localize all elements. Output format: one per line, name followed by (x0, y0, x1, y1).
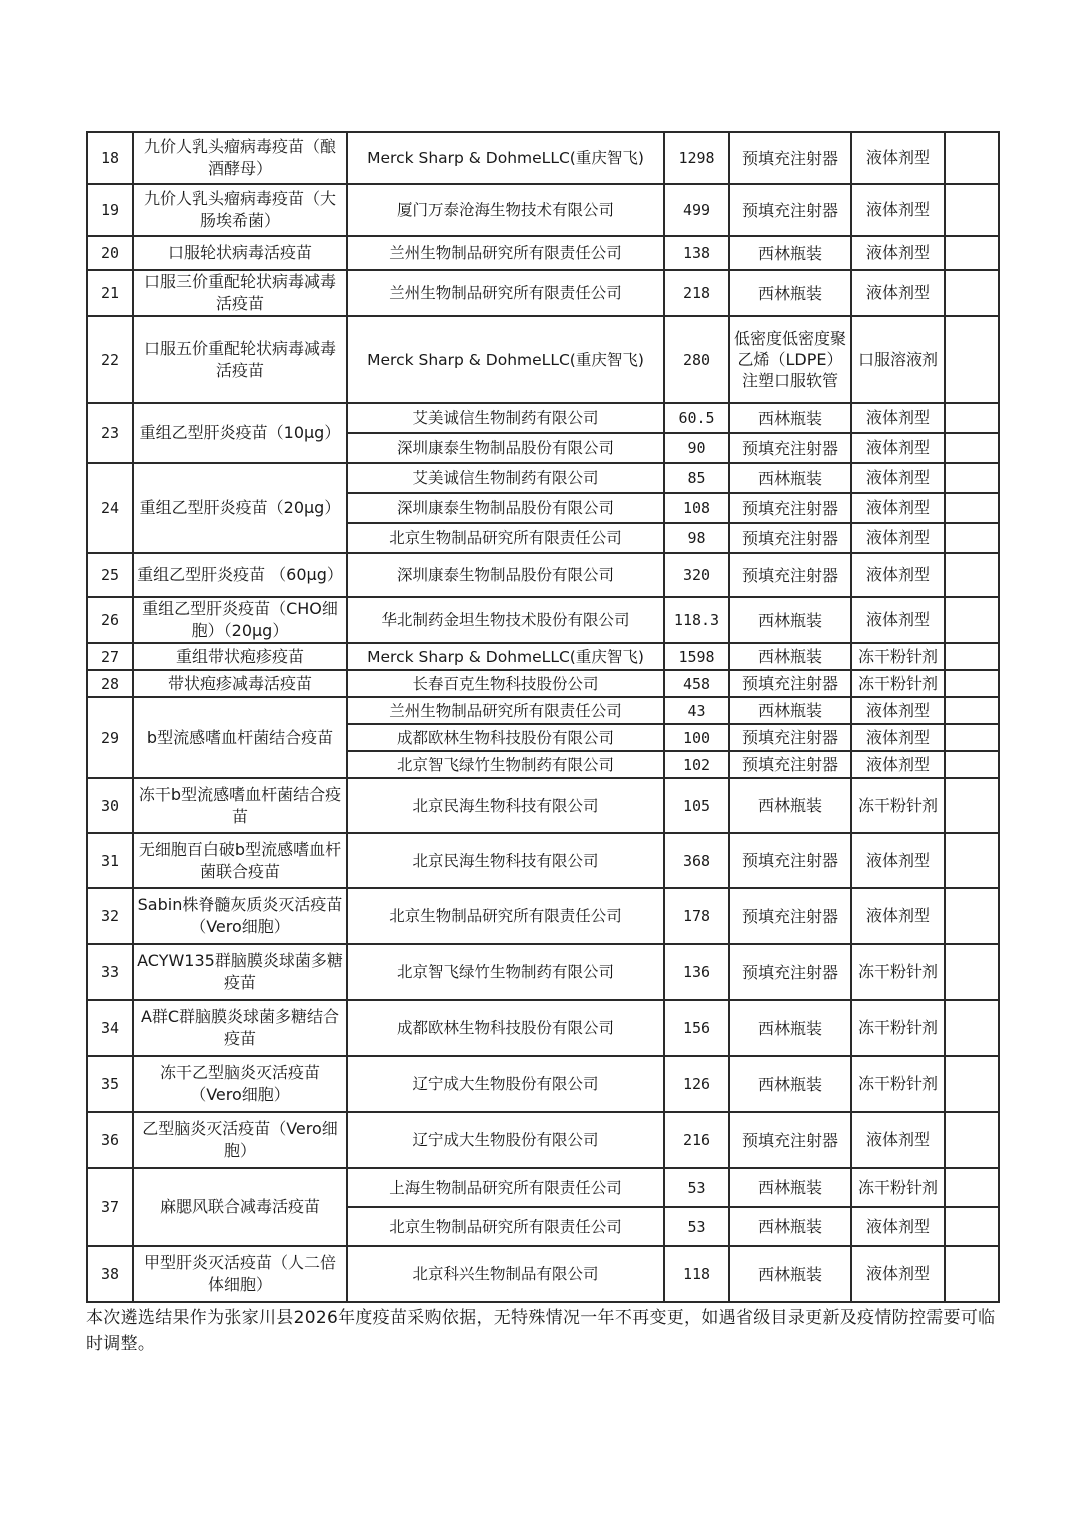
cell-note (945, 888, 999, 944)
table-row (87, 697, 999, 724)
cell-form: 液体剂型 (851, 236, 945, 270)
table-row (87, 1112, 999, 1168)
table-row (87, 270, 999, 316)
cell-company: Merck Sharp & DohmeLLC(重庆智飞) (347, 316, 664, 403)
cell-company: 华北制药金坦生物技术股份有限公司 (347, 597, 664, 643)
cell-company: Merck Sharp & DohmeLLC(重庆智飞) (347, 132, 664, 184)
cell-pack: 预填充注射器 (729, 132, 851, 184)
cell-name: 重组乙型肝炎疫苗（10μg） (133, 403, 347, 463)
cell-company: 成都欧林生物科技股份有限公司 (347, 1000, 664, 1056)
cell-no: 31 (87, 833, 133, 888)
cell-form: 冻干粉针剂 (851, 1168, 945, 1207)
cell-note (945, 1207, 999, 1246)
cell-no: 22 (87, 316, 133, 403)
cell-form: 液体剂型 (851, 463, 945, 493)
cell-price: 98 (664, 523, 729, 553)
cell-name: 重组乙型肝炎疫苗 （60μg） (133, 553, 347, 597)
cell-company: 兰州生物制品研究所有限责任公司 (347, 697, 664, 724)
cell-name: 带状疱疹减毒活疫苗 (133, 670, 347, 697)
cell-note (945, 132, 999, 184)
table-row (87, 1246, 999, 1302)
cell-form: 液体剂型 (851, 523, 945, 553)
cell-note (945, 1000, 999, 1056)
cell-price: 216 (664, 1112, 729, 1168)
cell-note (945, 463, 999, 493)
cell-name: 口服轮状病毒活疫苗 (133, 236, 347, 270)
cell-no: 27 (87, 643, 133, 670)
cell-price: 53 (664, 1207, 729, 1246)
cell-pack: 西林瓶装 (729, 778, 851, 833)
cell-pack: 预填充注射器 (729, 833, 851, 888)
cell-no: 34 (87, 1000, 133, 1056)
cell-price: 499 (664, 184, 729, 236)
cell-note (945, 643, 999, 670)
cell-company: 艾美诚信生物制药有限公司 (347, 463, 664, 493)
cell-company: 北京智飞绿竹生物制药有限公司 (347, 751, 664, 778)
cell-price: 102 (664, 751, 729, 778)
cell-form: 液体剂型 (851, 597, 945, 643)
cell-pack: 预填充注射器 (729, 1112, 851, 1168)
cell-name: Sabin株脊髓灰质炎灭活疫苗（Vero细胞） (133, 888, 347, 944)
cell-price: 118 (664, 1246, 729, 1302)
cell-no: 37 (87, 1168, 133, 1246)
cell-no: 38 (87, 1246, 133, 1302)
cell-pack: 预填充注射器 (729, 724, 851, 751)
cell-company: 北京生物制品研究所有限责任公司 (347, 888, 664, 944)
cell-name: 冻干b型流感嗜血杆菌结合疫苗 (133, 778, 347, 833)
cell-no: 21 (87, 270, 133, 316)
cell-no: 36 (87, 1112, 133, 1168)
cell-price: 458 (664, 670, 729, 697)
cell-form: 冻干粉针剂 (851, 778, 945, 833)
cell-pack: 西林瓶装 (729, 403, 851, 433)
cell-name: 口服三价重配轮状病毒减毒活疫苗 (133, 270, 347, 316)
cell-pack: 西林瓶装 (729, 1000, 851, 1056)
cell-pack: 西林瓶装 (729, 1207, 851, 1246)
cell-note (945, 724, 999, 751)
cell-price: 60.5 (664, 403, 729, 433)
cell-pack: 低密度低密度聚乙烯（LDPE）注塑口服软管 (729, 316, 851, 403)
cell-company: 深圳康泰生物制品股份有限公司 (347, 433, 664, 463)
cell-pack: 西林瓶装 (729, 1168, 851, 1207)
cell-form: 液体剂型 (851, 433, 945, 463)
cell-price: 136 (664, 944, 729, 1000)
cell-note (945, 523, 999, 553)
cell-note (945, 236, 999, 270)
cell-no: 19 (87, 184, 133, 236)
cell-company: 北京民海生物科技有限公司 (347, 833, 664, 888)
cell-form: 液体剂型 (851, 553, 945, 597)
cell-name: 麻腮风联合减毒活疫苗 (133, 1168, 347, 1246)
cell-no: 29 (87, 697, 133, 778)
cell-company: 成都欧林生物科技股份有限公司 (347, 724, 664, 751)
cell-company: 北京科兴生物制品有限公司 (347, 1246, 664, 1302)
cell-form: 冻干粉针剂 (851, 1056, 945, 1112)
cell-pack: 预填充注射器 (729, 493, 851, 523)
cell-pack: 预填充注射器 (729, 888, 851, 944)
cell-company: 辽宁成大生物股份有限公司 (347, 1112, 664, 1168)
cell-price: 100 (664, 724, 729, 751)
cell-name: 重组乙型肝炎疫苗（CHO细胞）（20μg） (133, 597, 347, 643)
cell-note (945, 493, 999, 523)
cell-price: 53 (664, 1168, 729, 1207)
cell-no: 24 (87, 463, 133, 553)
cell-name: 无细胞百白破b型流感嗜血杆菌联合疫苗 (133, 833, 347, 888)
cell-note (945, 553, 999, 597)
cell-no: 20 (87, 236, 133, 270)
cell-no: 28 (87, 670, 133, 697)
table-row (87, 888, 999, 944)
cell-company: 深圳康泰生物制品股份有限公司 (347, 553, 664, 597)
cell-no: 25 (87, 553, 133, 597)
cell-price: 320 (664, 553, 729, 597)
table-row (87, 316, 999, 403)
cell-note (945, 833, 999, 888)
footnote: 本次遴选结果作为张家川县2026年度疫苗采购依据，无特殊情况一年不再变更，如遇省级目录更新及疫情防控需要可临时调整。 (86, 1308, 996, 1354)
cell-name: 甲型肝炎灭活疫苗（人二倍体细胞） (133, 1246, 347, 1302)
cell-pack: 预填充注射器 (729, 670, 851, 697)
cell-note (945, 1168, 999, 1207)
cell-form: 液体剂型 (851, 1207, 945, 1246)
cell-pack: 西林瓶装 (729, 643, 851, 670)
table-row (87, 833, 999, 888)
cell-company: 深圳康泰生物制品股份有限公司 (347, 493, 664, 523)
cell-form: 液体剂型 (851, 1246, 945, 1302)
table-row (87, 1056, 999, 1112)
cell-price: 368 (664, 833, 729, 888)
cell-form: 冻干粉针剂 (851, 670, 945, 697)
cell-no: 33 (87, 944, 133, 1000)
cell-form: 冻干粉针剂 (851, 643, 945, 670)
cell-form: 液体剂型 (851, 403, 945, 433)
cell-price: 280 (664, 316, 729, 403)
cell-company: 上海生物制品研究所有限责任公司 (347, 1168, 664, 1207)
cell-company: 长春百克生物科技股份公司 (347, 670, 664, 697)
cell-form: 液体剂型 (851, 888, 945, 944)
cell-company: 辽宁成大生物股份有限公司 (347, 1056, 664, 1112)
table-row (87, 643, 999, 670)
cell-name: 重组带状疱疹疫苗 (133, 643, 347, 670)
cell-form: 液体剂型 (851, 493, 945, 523)
cell-pack: 西林瓶装 (729, 1056, 851, 1112)
cell-price: 178 (664, 888, 729, 944)
cell-note (945, 1112, 999, 1168)
cell-note (945, 944, 999, 1000)
cell-price: 156 (664, 1000, 729, 1056)
table-row (87, 553, 999, 597)
cell-company: 兰州生物制品研究所有限责任公司 (347, 270, 664, 316)
cell-company: 艾美诚信生物制药有限公司 (347, 403, 664, 433)
cell-price: 43 (664, 697, 729, 724)
cell-no: 32 (87, 888, 133, 944)
cell-pack: 西林瓶装 (729, 597, 851, 643)
cell-form: 口服溶液剂 (851, 316, 945, 403)
cell-pack: 预填充注射器 (729, 944, 851, 1000)
cell-pack: 西林瓶装 (729, 463, 851, 493)
cell-company: 北京生物制品研究所有限责任公司 (347, 523, 664, 553)
cell-price: 218 (664, 270, 729, 316)
table-row (87, 944, 999, 1000)
table-row (87, 403, 999, 433)
cell-price: 1298 (664, 132, 729, 184)
cell-pack: 预填充注射器 (729, 553, 851, 597)
table-row (87, 463, 999, 493)
table-row (87, 597, 999, 643)
cell-pack: 预填充注射器 (729, 523, 851, 553)
cell-note (945, 778, 999, 833)
cell-form: 液体剂型 (851, 833, 945, 888)
cell-price: 108 (664, 493, 729, 523)
cell-pack: 西林瓶装 (729, 1246, 851, 1302)
cell-pack: 预填充注射器 (729, 184, 851, 236)
cell-company: 北京民海生物科技有限公司 (347, 778, 664, 833)
cell-no: 35 (87, 1056, 133, 1112)
cell-price: 138 (664, 236, 729, 270)
cell-pack: 西林瓶装 (729, 697, 851, 724)
cell-form: 液体剂型 (851, 1112, 945, 1168)
table-row (87, 236, 999, 270)
cell-price: 85 (664, 463, 729, 493)
cell-name: 九价人乳头瘤病毒疫苗（大肠埃希菌） (133, 184, 347, 236)
cell-price: 90 (664, 433, 729, 463)
cell-name: 冻干乙型脑炎灭活疫苗（Vero细胞） (133, 1056, 347, 1112)
cell-form: 液体剂型 (851, 697, 945, 724)
cell-price: 118.3 (664, 597, 729, 643)
vaccine-table (86, 131, 1000, 1303)
cell-pack: 西林瓶装 (729, 270, 851, 316)
cell-name: ACYW135群脑膜炎球菌多糖疫苗 (133, 944, 347, 1000)
cell-price: 126 (664, 1056, 729, 1112)
cell-note (945, 597, 999, 643)
cell-note (945, 751, 999, 778)
table-row (87, 778, 999, 833)
cell-note (945, 697, 999, 724)
cell-company: Merck Sharp & DohmeLLC(重庆智飞) (347, 643, 664, 670)
cell-note (945, 403, 999, 433)
cell-note (945, 184, 999, 236)
cell-name: 口服五价重配轮状病毒减毒活疫苗 (133, 316, 347, 403)
table-row (87, 670, 999, 697)
cell-form: 液体剂型 (851, 270, 945, 316)
cell-name: A群C群脑膜炎球菌多糖结合疫苗 (133, 1000, 347, 1056)
cell-name: 九价人乳头瘤病毒疫苗（酿酒酵母） (133, 132, 347, 184)
table-row (87, 132, 999, 184)
cell-pack: 预填充注射器 (729, 433, 851, 463)
cell-form: 冻干粉针剂 (851, 1000, 945, 1056)
cell-note (945, 670, 999, 697)
cell-name: 重组乙型肝炎疫苗（20μg） (133, 463, 347, 553)
cell-name: 乙型脑炎灭活疫苗（Vero细胞） (133, 1112, 347, 1168)
cell-form: 液体剂型 (851, 724, 945, 751)
cell-company: 兰州生物制品研究所有限责任公司 (347, 236, 664, 270)
cell-price: 105 (664, 778, 729, 833)
table-row (87, 1000, 999, 1056)
cell-name: b型流感嗜血杆菌结合疫苗 (133, 697, 347, 778)
table-row (87, 1168, 999, 1207)
cell-form: 液体剂型 (851, 751, 945, 778)
cell-note (945, 1246, 999, 1302)
cell-note (945, 1056, 999, 1112)
cell-no: 30 (87, 778, 133, 833)
table-row (87, 184, 999, 236)
cell-note (945, 316, 999, 403)
cell-note (945, 433, 999, 463)
cell-form: 冻干粉针剂 (851, 944, 945, 1000)
cell-no: 26 (87, 597, 133, 643)
cell-form: 液体剂型 (851, 184, 945, 236)
cell-price: 1598 (664, 643, 729, 670)
cell-pack: 西林瓶装 (729, 236, 851, 270)
cell-company: 北京智飞绿竹生物制药有限公司 (347, 944, 664, 1000)
cell-company: 厦门万泰沧海生物技术有限公司 (347, 184, 664, 236)
cell-pack: 预填充注射器 (729, 751, 851, 778)
cell-form: 液体剂型 (851, 132, 945, 184)
cell-company: 北京生物制品研究所有限责任公司 (347, 1207, 664, 1246)
cell-no: 23 (87, 403, 133, 463)
cell-note (945, 270, 999, 316)
cell-no: 18 (87, 132, 133, 184)
